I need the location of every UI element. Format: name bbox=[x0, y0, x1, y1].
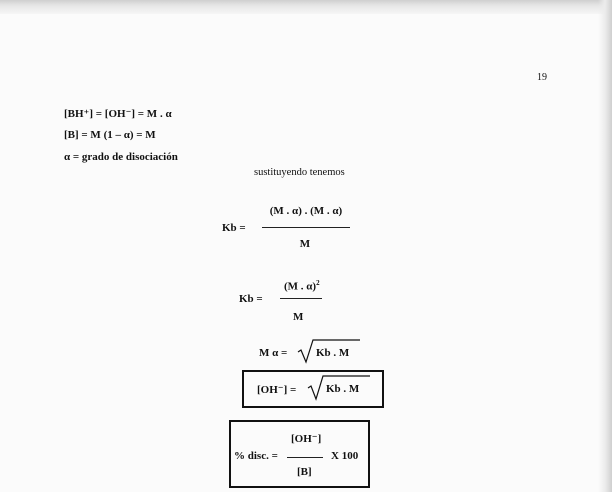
formula2-denominator: M bbox=[293, 311, 304, 323]
equation-line-1: [BH⁺] = [OH⁻] = M . α bbox=[64, 108, 172, 120]
scan-right-edge bbox=[598, 0, 612, 492]
formula5-numerator: [OH⁻] bbox=[291, 433, 322, 445]
formula3-lhs: M α = bbox=[259, 347, 288, 359]
formula5-fraction-bar bbox=[287, 457, 323, 458]
formula2-numerator-text: (M . α) bbox=[284, 280, 317, 293]
equation-line-3: α = grado de disociación bbox=[64, 151, 178, 163]
scan-top-edge bbox=[0, 0, 612, 14]
formula1-fraction-bar bbox=[262, 227, 350, 228]
formula-percent-dissociation-box bbox=[229, 420, 370, 488]
formula5-denominator: [B] bbox=[297, 466, 312, 478]
formula2-fraction-bar bbox=[280, 298, 322, 299]
formula4-lhs: [OH⁻] = bbox=[257, 384, 297, 396]
formula2-exponent: 2 bbox=[316, 279, 320, 287]
equation-line-2: [B] = M (1 – α) = M bbox=[64, 129, 156, 141]
formula-oh-box bbox=[242, 370, 384, 408]
formula2-numerator bbox=[284, 279, 320, 293]
formula3-radicand: Kb . M bbox=[316, 347, 350, 359]
formula1-lhs: Kb = bbox=[222, 222, 246, 234]
formula4-radicand: Kb . M bbox=[326, 383, 360, 395]
formula5-multiplier: X 100 bbox=[331, 450, 359, 462]
formula1-denominator: M bbox=[299, 238, 311, 250]
formula5-lhs: % disc. = bbox=[234, 450, 278, 462]
formula2-lhs: Kb = bbox=[239, 293, 263, 305]
connector-text: sustituyendo tenemos bbox=[254, 167, 345, 178]
formula1-numerator: (M . α) . (M . α) bbox=[269, 205, 343, 217]
page-number: 19 bbox=[537, 72, 547, 83]
